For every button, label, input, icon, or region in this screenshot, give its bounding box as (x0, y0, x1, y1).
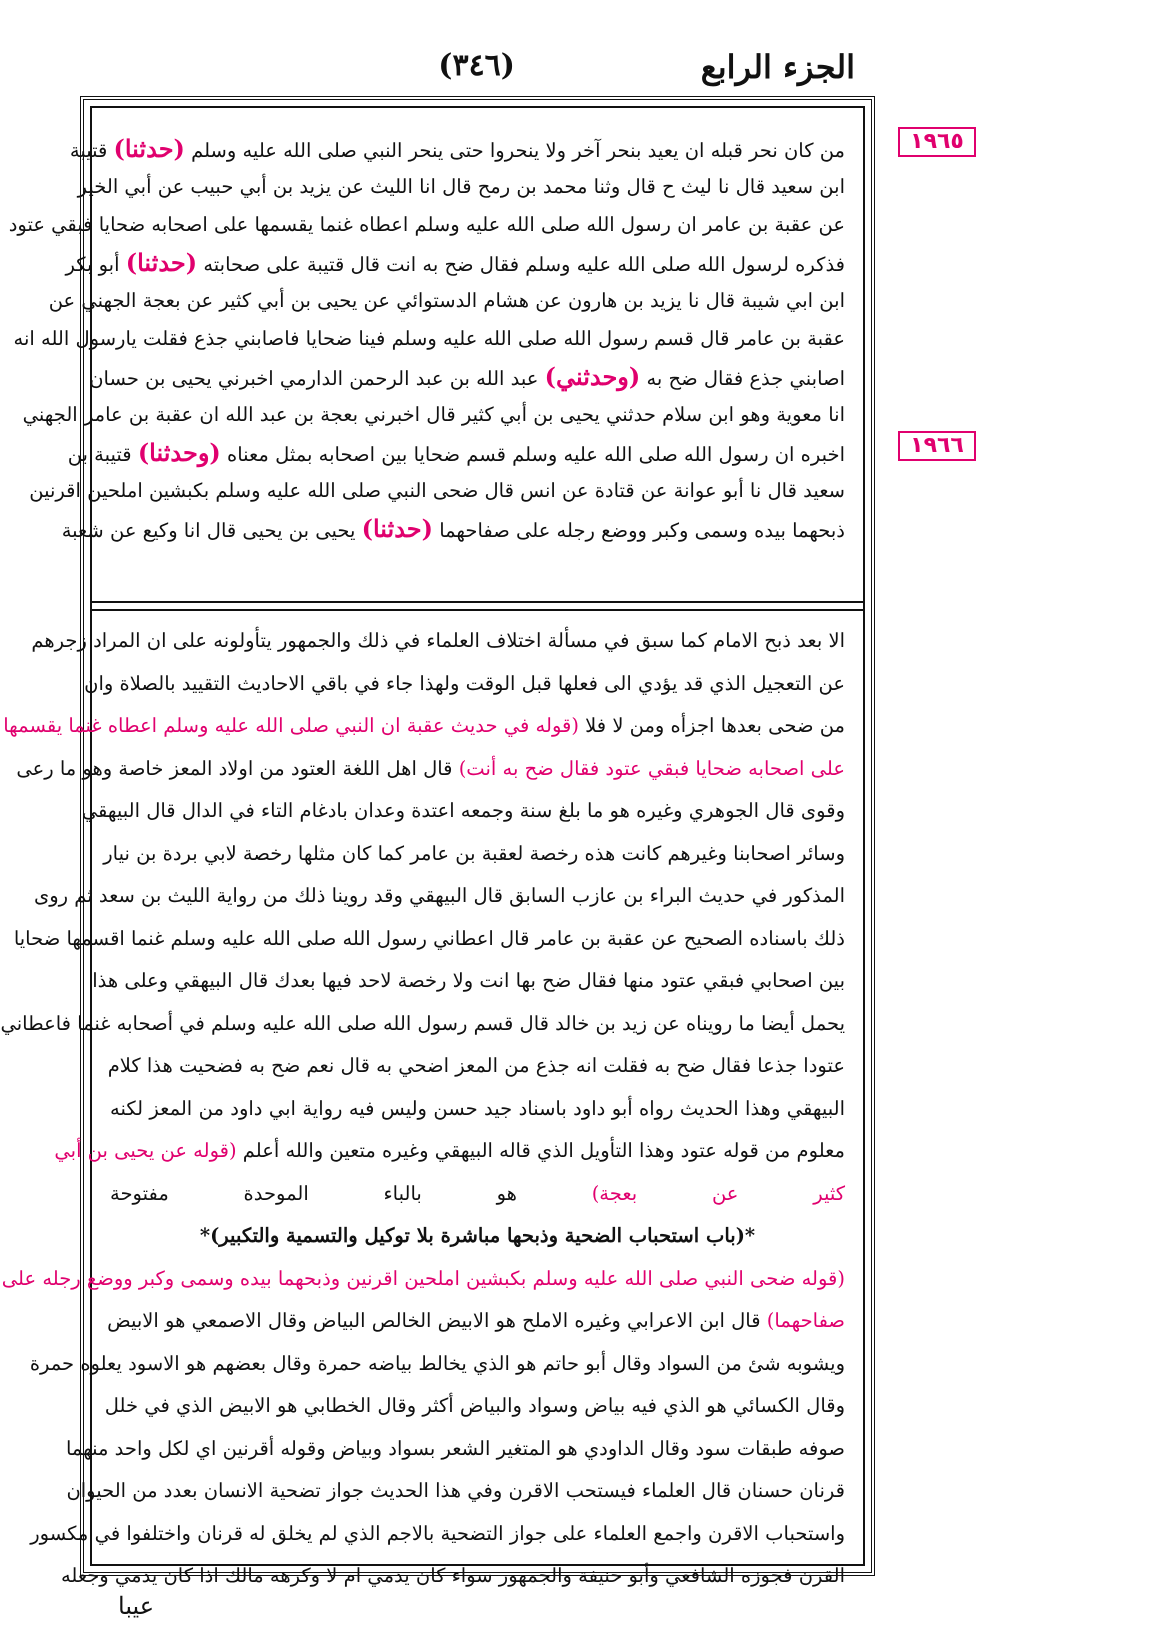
hadith-keyword: (حدثنا) (361, 514, 433, 543)
text-segment: عبد الله بن عبد الرحمن الدارمي اخبرني يحيى بن حسان (89, 367, 545, 390)
commentary-line (104, 1385, 845, 1428)
hadith-keyword: (حدثنا) (125, 248, 198, 277)
commentary-line (107, 1300, 845, 1343)
text-segment: هو بالباء الموحدة مفتوحة (110, 1181, 592, 1205)
commentary-line (60, 1555, 845, 1598)
hadith-line (8, 206, 845, 244)
page-frame (0, 96, 875, 1587)
text-segment: من ضحى بعدها اجزأه ومن لا فلا (578, 714, 845, 737)
hadith-line (69, 130, 845, 168)
commentary-line (110, 1215, 845, 1258)
quoted-text: كثير عن بعجة) (591, 1181, 845, 1205)
commentary-text-block (0, 620, 845, 1587)
catchword: عيبا (118, 1592, 155, 1620)
page-number: (٣٤٦) (438, 48, 515, 83)
hadith-line (89, 358, 845, 396)
text-segment: انا معوية وهو ابن سلام حدثني يحيى بن أبي كثير قال اخبرني بعجة بن عبد الله ان عقبة بن عامر الجهني (22, 403, 845, 426)
text-segment: البيهقي وهذا الحديث رواه أبو داود باسناد جيد حسن وليس فيه رواية ابي داود من المعز لكنه (110, 1096, 845, 1120)
text-segment: صوفه طبقات سود وقال الداودي هو المتغير الشعر بسواد وبياض وقوله أقرنين اي لكل واحد منهما (65, 1436, 845, 1460)
quoted-text: على اصحابه ضحايا فبقي عتود فقال ضح به أنت) (458, 756, 845, 780)
hadith-number: ١٩٦٦ (898, 431, 976, 461)
text-segment: يحيى بن يحيى قال انا وكيع عن شعبة (61, 519, 362, 542)
text-segment: يحمل أيضا ما رويناه عن زيد بن خالد قال قسم رسول الله صلى الله عليه وسلم في أصحابه غنما فاعطاني (0, 1011, 845, 1035)
commentary-line (13, 918, 845, 961)
quoted-text: (قوله في حديث عقبة ان النبي صلى الله عليه وسلم اعطاه غنما يقسمها (3, 714, 579, 737)
hadith-line (65, 244, 845, 282)
hadith-line (13, 320, 845, 358)
text-segment: قال اهل اللغة العتود من اولاد المعز خاصة وهو ما رعى (16, 756, 459, 780)
text-segment: المذكور في حديث البراء بن عازب السابق قال البيهقي وقد روينا ذلك من رواية الليث بن سعد ثم روى (33, 884, 845, 907)
hadith-text-block (8, 130, 845, 595)
text-segment: واستحباب الاقرن واجمع العلماء على جواز التضحية بالاجم الذي لم يخلق له قرنان واختلفوا في مكسور (30, 1521, 845, 1545)
commentary-line (3, 705, 845, 748)
text-segment: وقال الكسائي هو الذي فيه بياض وسواد والبياض أكثر وقال الخطابي هو الابيض الذي في خلل (104, 1394, 845, 1417)
commentary-line (31, 620, 845, 663)
text-segment: وقوى قال الجوهري وغيره هو ما بلغ سنة وجمعه اعتدة وعدان بادغام التاء في الدال قال البيهقي (81, 799, 845, 822)
quoted-text: (قوله عن يحيى بن أبي (54, 1139, 237, 1162)
quoted-text: صفاحهما) (766, 1309, 845, 1332)
text-segment: من كان نحر قبله ان يعيد بنحر آخر ولا ينحروا حتى ينحر النبي صلى الله عليه وسلم (184, 139, 845, 162)
commentary-line (66, 1470, 845, 1513)
section-divider (92, 601, 863, 611)
text-segment: عتودا جذعا فقال ضح به فقلت انه جذع من المعز اضحي به قال نعم ضح به فضحيت هذا كلام (107, 1054, 845, 1077)
text-segment: الا بعد ذبح الامام كما سبق في مسألة اختلاف العلماء في ذلك والجمهور يتأولونه على ان المراد زجرهم (31, 629, 845, 652)
text-segment: ويشوبه شئ من السواد وقال أبو حاتم هو الذي يخالط بياضه حمرة وقال بعضهم هو الاسود يعلوه حمرة (29, 1351, 845, 1375)
hadith-line (29, 472, 845, 510)
hadith-line (67, 434, 845, 472)
text-segment: بين اصحابي فبقي عتود منها فقال ضح بها انت ولا رخصة لاحد فيها بعدك قال البيهقي وعلى هذا (92, 969, 845, 992)
text-segment: فذكره لرسول الله صلى الله عليه وسلم فقال ضح به انت قال قتيبة على صحابته (197, 253, 845, 276)
commentary-line (110, 1173, 845, 1216)
text-segment: عن عقبة بن عامر ان رسول الله صلى الله عليه وسلم اعطاه غنما يقسمها على اصحابه ضحايا فبقي عتود (8, 213, 845, 236)
commentary-line (54, 1130, 845, 1173)
commentary-line (33, 875, 845, 918)
commentary-line (81, 790, 845, 833)
commentary-line (30, 1513, 845, 1556)
commentary-line (92, 960, 845, 1003)
commentary-line (84, 663, 845, 706)
text-segment: ذلك باسناده الصحيح عن عقبة بن عامر قال اعطاني رسول الله صلى الله عليه وسلم غنما اقسمها ضحايا (13, 926, 845, 950)
text-segment: اخبره ان رسول الله صلى الله عليه وسلم قسم ضحايا بين اصحابه بمثل معناه (220, 443, 845, 466)
text-segment: القرن فجوزه الشافعي وأبو حنيفة والجمهور سواء كان يدمي ام لا وكرهه مالك اذا كان يدمي وجعله (60, 1564, 845, 1587)
volume-title: الجزء الرابع (700, 48, 855, 86)
text-segment: عقبة بن عامر قال قسم رسول الله صلى الله عليه وسلم فينا ضحايا فاصابني جذع فقلت يارسول الله انه (13, 327, 845, 350)
commentary-line (1, 1258, 845, 1301)
text-segment: ابن سعيد قال نا ليث ح قال وثنا محمد بن رمح قال انا الليث عن يزيد بن أبي حبيب عن أبي الخير (77, 175, 845, 198)
text-segment: ذبحهما بيده وسمى وكبر ووضع رجله على صفاحهما (433, 519, 845, 542)
text-segment: معلوم من قوله عتود وهذا التأويل الذي قاله البيهقي وغيره متعين والله أعلم (236, 1139, 845, 1162)
page-header (80, 48, 875, 98)
commentary-line (0, 1003, 845, 1046)
commentary-line (107, 1045, 845, 1088)
commentary-line (103, 833, 845, 876)
commentary-line (29, 1343, 845, 1386)
text-segment: قتيبة (69, 139, 114, 162)
text-segment: قال ابن الاعرابي وغيره الاملح هو الابيض الخالص البياض وقال الاصمعي هو الابيض (107, 1309, 767, 1332)
hadith-line (61, 510, 845, 548)
text-segment: وسائر اصحابنا وغيرهم كانت هذه رخصة لعقبة بن عامر كما كان مثلها رخصة لابي بردة بن نيار (103, 841, 845, 865)
commentary-line (16, 748, 845, 791)
text-segment: سعيد قال نا أبو عوانة عن قتادة عن انس قال ضحى النبي صلى الله عليه وسلم بكبشين املحين اقرنين (29, 479, 845, 502)
hadith-line (22, 396, 845, 434)
hadith-keyword: (وحدثني) (544, 362, 641, 391)
hadith-number: ١٩٦٥ (898, 127, 976, 157)
chapter-heading: *(باب استحباب الضحية وذبحها مباشرة بلا توكيل والتسمية والتكبير)* (199, 1224, 756, 1247)
text-segment: اصابني جذع فقال ضح به (640, 367, 845, 390)
text-segment: ابن ابي شيبة قال نا يزيد بن هارون عن هشام الدستوائي عن يحيى بن أبي كثير عن بعجة الجهني عن (48, 289, 845, 312)
quoted-text: (قوله ضحى النبي صلى الله عليه وسلم بكبشين املحين اقرنين وذبحهما بيده وسمى وكبر ووضع رجله على (1, 1266, 845, 1290)
hadith-keyword: (حدثنا) (113, 134, 185, 163)
text-segment: قرنان حسنان قال العلماء فيستحب الاقرن وفي هذا الحديث جواز تضحية الانسان بعدد من الحيوان (66, 1479, 845, 1502)
hadith-line (48, 282, 845, 320)
text-segment: قتيبة بن (67, 443, 138, 466)
inner-frame (0, 106, 865, 1587)
text-segment: أبو بكر (65, 253, 126, 276)
text-segment: عن التعجيل الذي قد يؤدي الى فعلها قبل الوقت ولهذا جاء في باقي الاحاديث التقييد بالصلاة وان (84, 671, 845, 695)
hadith-line (77, 168, 845, 206)
commentary-line (65, 1428, 845, 1471)
commentary-line (110, 1088, 845, 1131)
hadith-keyword: (وحدثنا) (137, 438, 221, 467)
